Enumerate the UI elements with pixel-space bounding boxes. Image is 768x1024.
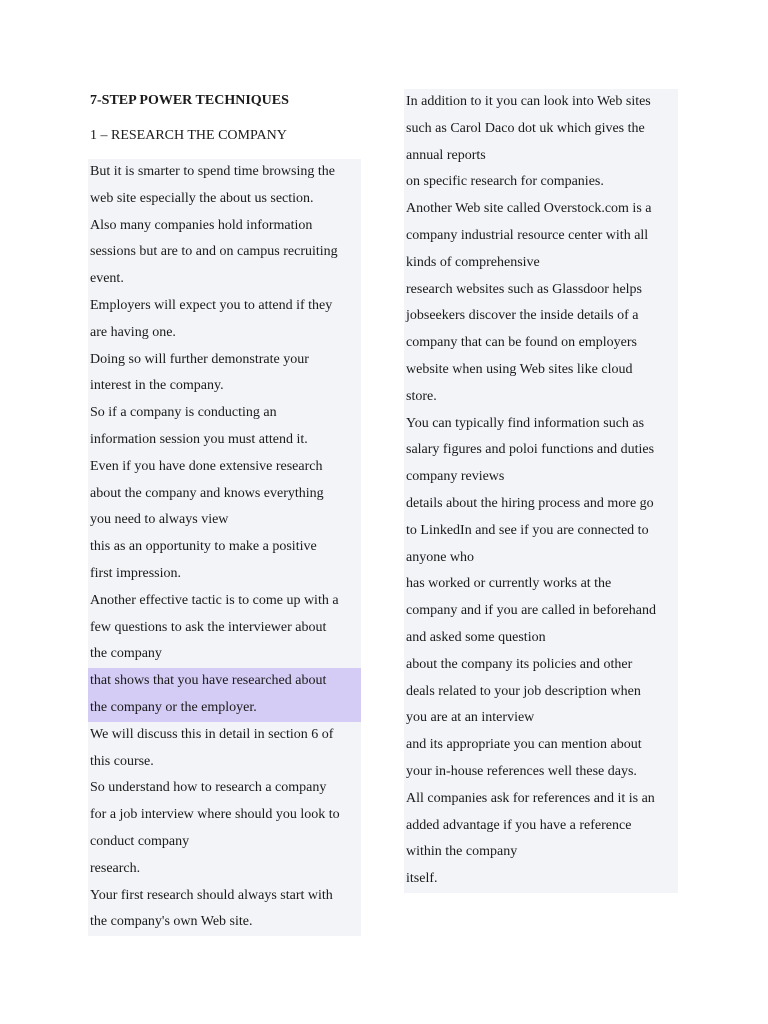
- text-line: event.: [88, 266, 361, 293]
- text-line: In addition to it you can look into Web sites: [404, 89, 678, 116]
- text-line: such as Carol Daco dot uk which gives the: [404, 116, 678, 143]
- text-line: few questions to ask the interviewer about: [88, 615, 361, 642]
- text-line: and asked some question: [404, 625, 678, 652]
- text-line: interest in the company.: [88, 373, 361, 400]
- document-title: 7-STEP POWER TECHNIQUES: [90, 93, 289, 108]
- highlighted-text-line: the company or the employer.: [88, 695, 361, 722]
- text-line: research websites such as Glassdoor helps: [404, 277, 678, 304]
- highlighted-text-line: that shows that you have researched about: [88, 668, 361, 695]
- text-line: added advantage if you have a reference: [404, 813, 678, 840]
- text-line: details about the hiring process and more go: [404, 491, 678, 518]
- text-line: about the company its policies and other: [404, 652, 678, 679]
- text-line: you are at an interview: [404, 705, 678, 732]
- text-line: Another effective tactic is to come up with a: [88, 588, 361, 615]
- text-line: first impression.: [88, 561, 361, 588]
- text-line: All companies ask for references and it is an: [404, 786, 678, 813]
- text-line: and its appropriate you can mention about: [404, 732, 678, 759]
- text-line: information session you must attend it.: [88, 427, 361, 454]
- text-line: for a job interview where should you look to: [88, 802, 361, 829]
- text-line: conduct company: [88, 829, 361, 856]
- text-line: You can typically find information such as: [404, 411, 678, 438]
- section-heading: 1 – RESEARCH THE COMPANY: [90, 128, 287, 143]
- text-line: Doing so will further demonstrate your: [88, 347, 361, 374]
- text-line: research.: [88, 856, 361, 883]
- text-line: about the company and knows everything: [88, 481, 361, 508]
- text-line: But it is smarter to spend time browsing the: [88, 159, 361, 186]
- text-line: within the company: [404, 839, 678, 866]
- text-line: anyone who: [404, 545, 678, 572]
- text-line: company reviews: [404, 464, 678, 491]
- text-line: website when using Web sites like cloud: [404, 357, 678, 384]
- text-line: Even if you have done extensive research: [88, 454, 361, 481]
- text-line: this course.: [88, 749, 361, 776]
- text-line: this as an opportunity to make a positive: [88, 534, 361, 561]
- text-line: has worked or currently works at the: [404, 571, 678, 598]
- text-line: the company's own Web site.: [88, 909, 361, 936]
- text-line: you need to always view: [88, 507, 361, 534]
- left-text-column: [88, 159, 361, 936]
- text-line: to LinkedIn and see if you are connected to: [404, 518, 678, 545]
- text-line: company and if you are called in beforehand: [404, 598, 678, 625]
- text-line: your in-house references well these days.: [404, 759, 678, 786]
- text-line: the company: [88, 641, 361, 668]
- text-line: Also many companies hold information: [88, 213, 361, 240]
- text-line: web site especially the about us section.: [88, 186, 361, 213]
- text-line: sessions but are to and on campus recruiting: [88, 239, 361, 266]
- text-line: So if a company is conducting an: [88, 400, 361, 427]
- text-line: salary figures and poloi functions and duties: [404, 437, 678, 464]
- text-line: itself.: [404, 866, 678, 893]
- right-text-column: [404, 89, 678, 893]
- text-line: on specific research for companies.: [404, 169, 678, 196]
- text-line: Your first research should always start with: [88, 883, 361, 910]
- text-line: We will discuss this in detail in section 6 of: [88, 722, 361, 749]
- text-line: Employers will expect you to attend if they: [88, 293, 361, 320]
- text-line: company that can be found on employers: [404, 330, 678, 357]
- text-line: are having one.: [88, 320, 361, 347]
- text-line: store.: [404, 384, 678, 411]
- text-line: Another Web site called Overstock.com is a: [404, 196, 678, 223]
- text-line: company industrial resource center with all: [404, 223, 678, 250]
- text-line: kinds of comprehensive: [404, 250, 678, 277]
- text-line: So understand how to research a company: [88, 775, 361, 802]
- text-line: jobseekers discover the inside details of a: [404, 303, 678, 330]
- text-line: deals related to your job description when: [404, 679, 678, 706]
- text-line: annual reports: [404, 143, 678, 170]
